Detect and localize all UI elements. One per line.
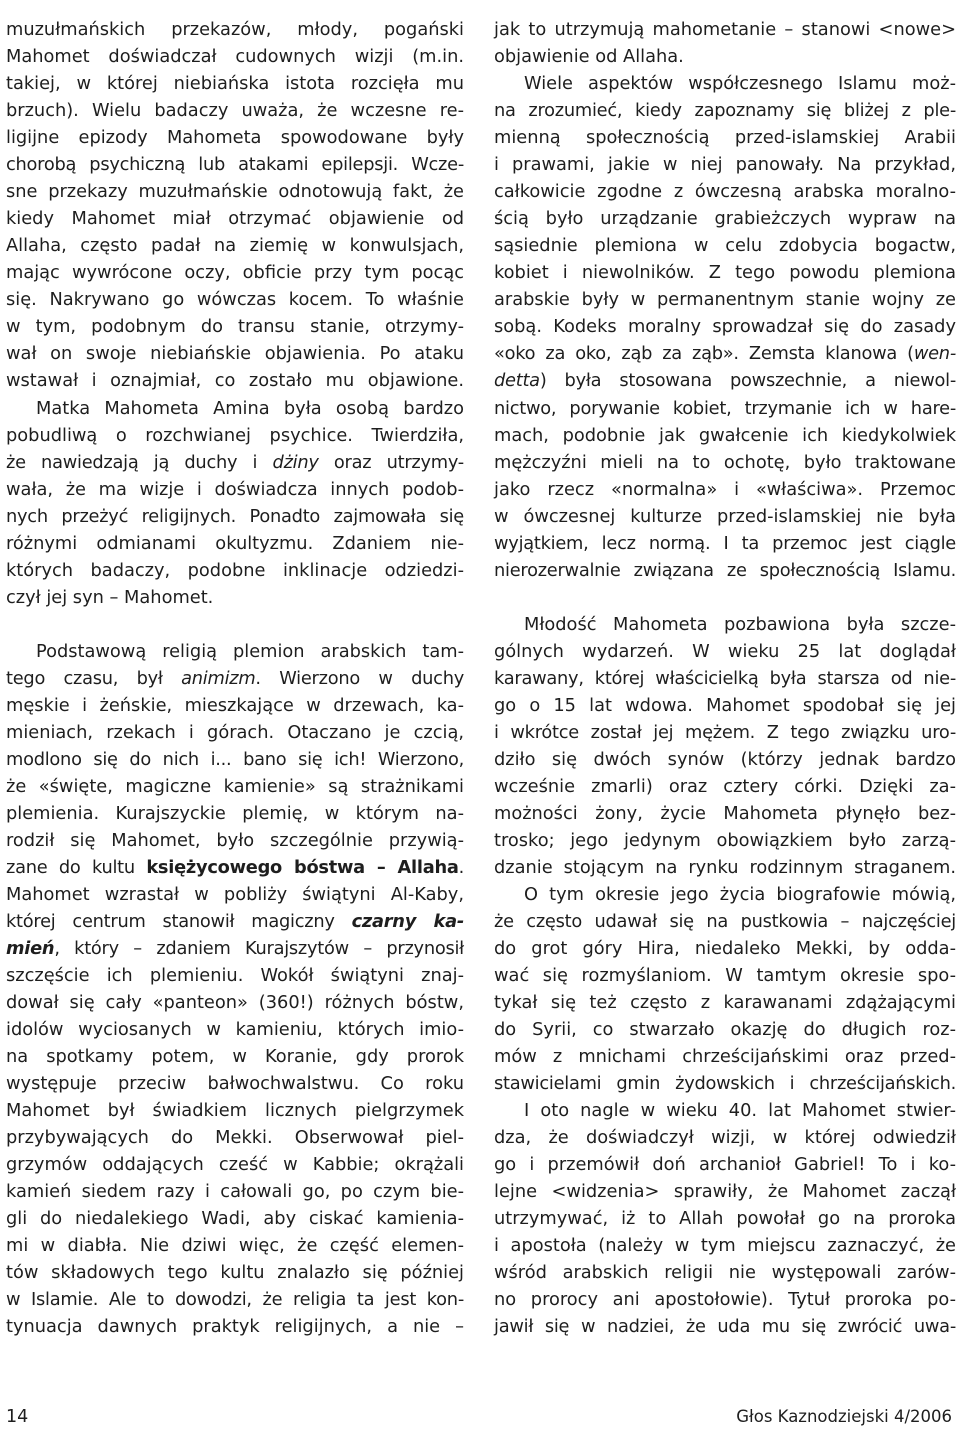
text-line: dzanie stojącym na rynku rodzinnym straganem. — [494, 857, 956, 878]
text-line: go i przemówił doń archanioł Gabriel! To i ko- — [494, 1154, 956, 1175]
text-line: rodził się Mahomet, było szczególnie przywią- — [6, 830, 464, 851]
text-line: Mahomet był świadkiem licznych pielgrzymek — [6, 1100, 464, 1121]
text-line: dza, że doświadczył wizji, w której odwiedził — [494, 1127, 956, 1148]
text-line: na spotkamy potem, w Koranie, gdy prorok — [6, 1046, 464, 1067]
text-line: wcześnie zmarli) oraz cztery córki. Dzięki za- — [494, 776, 956, 797]
text-line: nierozerwalnie związana ze społecznością Islamu. — [494, 560, 956, 581]
text-line: kobiet i niewolników. Z tego powodu plemiona — [494, 262, 956, 283]
text-line: I oto nagle w wieku 40. lat Mahomet stwier- — [524, 1100, 956, 1121]
text-line: dziło się dwóch synów (którzy jednak bardzo — [494, 749, 956, 770]
text-line: objawienie od Allaha. — [494, 46, 684, 67]
text-line: że nawiedzają ją duchy i dżiny oraz utrzymy- — [6, 452, 464, 473]
text-line: że często udawał się na pustkowia – najczęściej — [494, 911, 956, 932]
text-line: wstawał i oznajmiał, co zostało mu objawione. — [6, 370, 464, 391]
text-line: no prorocy ani apostołowie). Tytuł proroka po- — [494, 1289, 956, 1310]
text-line: czył jej syn – Mahomet. — [6, 587, 214, 608]
text-line: mach, podobnie jak gwałcenie ich kiedykolwiek — [494, 425, 956, 446]
text-line: grzymów oddających cześć w Kabbie; okrążali — [6, 1154, 464, 1175]
text-line: Allaha, często padał na ziemię w konwulsjach, — [6, 235, 464, 256]
text-line: stawicielami gmin żydowskich i chrześcijańskich. — [494, 1073, 956, 1094]
text-line: trosko; jego jedynym obowiązkiem było zarzą- — [494, 830, 956, 851]
text-line: sobą. Kodeks moralny sprowadzał się do zasady — [494, 316, 956, 337]
text-line: do grot góry Hira, niedaleko Mekki, by odda- — [494, 938, 956, 959]
text-line: i wkrótce został jej mężem. Z tego związku uro- — [494, 722, 956, 743]
text-line: chorobą psychiczną lub atakami epilepsji. Wcze- — [6, 154, 464, 175]
journal-title: Głos Kaznodziejski 4/2006 — [736, 1407, 952, 1426]
text-line: zane do kultu księżycowego bóstwa – Allaha. — [6, 857, 465, 878]
text-line: jak to utrzymują mahometanie – stanowi <nowe> — [494, 19, 956, 40]
text-line: mieniach, rzekach i górach. Otaczano je czcią, — [6, 722, 464, 743]
text-line: jawił się w nadziei, że uda mu się zwrócić uwa- — [494, 1316, 956, 1337]
text-line: jako rzecz «normalna» i «właściwa». Przemoc — [494, 479, 956, 500]
text-line: Mahomet wzrastał w pobliży świątyni Al-Kaby, — [6, 884, 464, 905]
text-line: nych przeżyć religijnych. Ponadto zajmowała się — [6, 506, 464, 527]
text-line: sne przekazy muzułmańskie odnotowują fakt, że — [6, 181, 464, 202]
text-line: kamień siedem razy i całowali go, po czym bie- — [6, 1181, 464, 1202]
text-line: mienną społecznością przed-islamskiej Arabii — [494, 127, 956, 148]
text-line: dował się cały «panteon» (360!) różnych bóstw, — [6, 992, 464, 1013]
text-line: karawany, której właścicielką była starsza od nie- — [494, 668, 956, 689]
text-line: wała, że ma wizje i doświadcza innych podob- — [6, 479, 464, 500]
text-line: mi w diabła. Nie dziwi więc, że część elemen- — [6, 1235, 464, 1256]
text-line: do Syrii, co stwarzało okazję do długich roz- — [494, 1019, 956, 1040]
text-line: gólnych wydarzeń. W wieku 25 lat doglądał — [494, 641, 956, 662]
text-line: «oko za oko, ząb za ząb». Zemsta klanowa (wen- — [494, 343, 956, 364]
text-line: wać się rozmyślaniom. W tamtym okresie spo- — [494, 965, 956, 986]
text-line: pobudliwą o rozchwianej psychice. Twierdziła, — [6, 425, 464, 446]
text-line: i prawami, jakie w niej panowały. Na przykład, — [494, 154, 956, 175]
text-line: O tym okresie jego życia biografowie mówią, — [524, 884, 956, 905]
text-line: męskie i żeńskie, mieszkające w drzewach, ka- — [6, 695, 464, 716]
text-line: w Islamie. Ale to dowodzi, że religia ta jest kon- — [6, 1289, 464, 1310]
text-line: na zrozumieć, kiedy zapoznamy się bliżej z ple- — [494, 100, 956, 121]
text-line: idolów wyciosanych w kamieniu, których imio- — [6, 1019, 464, 1040]
text-line: tego czasu, był animizm. Wierzono w duchy — [6, 668, 464, 689]
text-line: występuje przeciw bałwochwalstwu. Co roku — [6, 1073, 464, 1094]
text-line: go o 15 lat wdowa. Mahomet spodobał się jej — [494, 695, 956, 716]
text-line: brzuch). Wielu badaczy uważa, że wczesne re- — [6, 100, 464, 121]
text-line: w tym, podobnym do transu stanie, otrzymy- — [6, 316, 464, 337]
text-line: muzułmańskich przekazów, młody, pogański — [6, 19, 464, 40]
text-line: Młodość Mahometa pozbawiona była szcze- — [524, 614, 956, 635]
text-line: się. Nakrywano go wówczas kocem. To właśnie — [6, 289, 464, 310]
text-line: całkowicie zgodne z ówczesną arabska moralno- — [494, 181, 956, 202]
page-number: 14 — [6, 1407, 29, 1427]
text-line: możności żony, życie Mahometa płynęło bez- — [494, 803, 956, 824]
text-line: mów z mnichami chrześcijańskimi oraz przed- — [494, 1046, 956, 1067]
text-line: wał on swoje niebiańskie objawienia. Po ataku — [6, 343, 464, 364]
text-line: wyjątkiem, lecz normą. I ta przemoc jest ciągle — [494, 533, 956, 554]
text-line: ścią było urządzanie grabieżczych wypraw na — [494, 208, 956, 229]
text-line: mień, który – zdaniem Kurajszytów – przynosił — [6, 938, 464, 959]
text-line: przybywających do Mekki. Obserwował piel- — [6, 1127, 464, 1148]
text-line: i apostoła (należy w tym miejscu zaznaczyć, że — [494, 1235, 956, 1256]
text-line: w ówczesnej kulturze przed-islamskiej nie była — [494, 506, 956, 527]
text-line: gli do niedalekiego Wadi, aby ciskać kamienia- — [6, 1208, 464, 1229]
text-line: nictwo, porywanie kobiet, trzymanie ich w hare- — [494, 398, 956, 419]
text-line: różnymi odmianami okultyzmu. Zdaniem nie- — [6, 533, 464, 554]
text-line: detta) była stosowana powszechnie, a niewol- — [494, 370, 956, 391]
text-line: tów składowych tego kultu znalazło się później — [6, 1262, 464, 1283]
text-line: mając wywrócone oczy, obficie przy tym pocąc — [6, 262, 464, 283]
text-line: tykał się też często z karawanami zdążającymi — [494, 992, 956, 1013]
text-line: kiedy Mahomet miał otrzymać objawienie od — [6, 208, 464, 229]
text-line: Mahomet doświadczał cudownych wizji (m.in. — [6, 46, 464, 67]
text-line: sąsiednie plemiona w celu zdobycia bogactw, — [494, 235, 956, 256]
text-line: że «święte, magiczne kamienie» są strażnikami — [6, 776, 464, 797]
text-line: modlono się do nich i... bano się ich! Wierzono, — [6, 749, 464, 770]
text-line: utrzymywać, iż to Allah powołał go na proroka — [494, 1208, 956, 1229]
text-line: takiej, w której niebiańska istota rozcięła mu — [6, 73, 464, 94]
text-line: plemienia. Kurajszyckie plemię, w którym na- — [6, 803, 464, 824]
text-line: wśród arabskich religii nie występowali zarów- — [494, 1262, 956, 1283]
text-line: ligijne epizody Mahometa spowodowane były — [6, 127, 464, 148]
text-line: Wiele aspektów współczesnego Islamu moż- — [524, 73, 956, 94]
text-line: Podstawową religią plemion arabskich tam- — [36, 641, 464, 662]
text-line: których badaczy, podobne inklinacje odziedzi- — [6, 560, 464, 581]
text-line: arabskie były w permanentnym stanie wojny ze — [494, 289, 956, 310]
text-line: mężczyźni mieli na to ochotę, było traktowane — [494, 452, 956, 473]
text-line: lejne <widzenia> sprawiły, że Mahomet zaczął — [494, 1181, 956, 1202]
text-line: szczęście ich plemieniu. Wokół świątyni znaj- — [6, 965, 464, 986]
text-line: której centrum stanowił magiczny czarny ka- — [6, 911, 464, 932]
text-line: Matka Mahometa Amina była osobą bardzo — [36, 398, 464, 419]
text-line: tynuacja dawnych praktyk religijnych, a nie – — [6, 1316, 464, 1337]
